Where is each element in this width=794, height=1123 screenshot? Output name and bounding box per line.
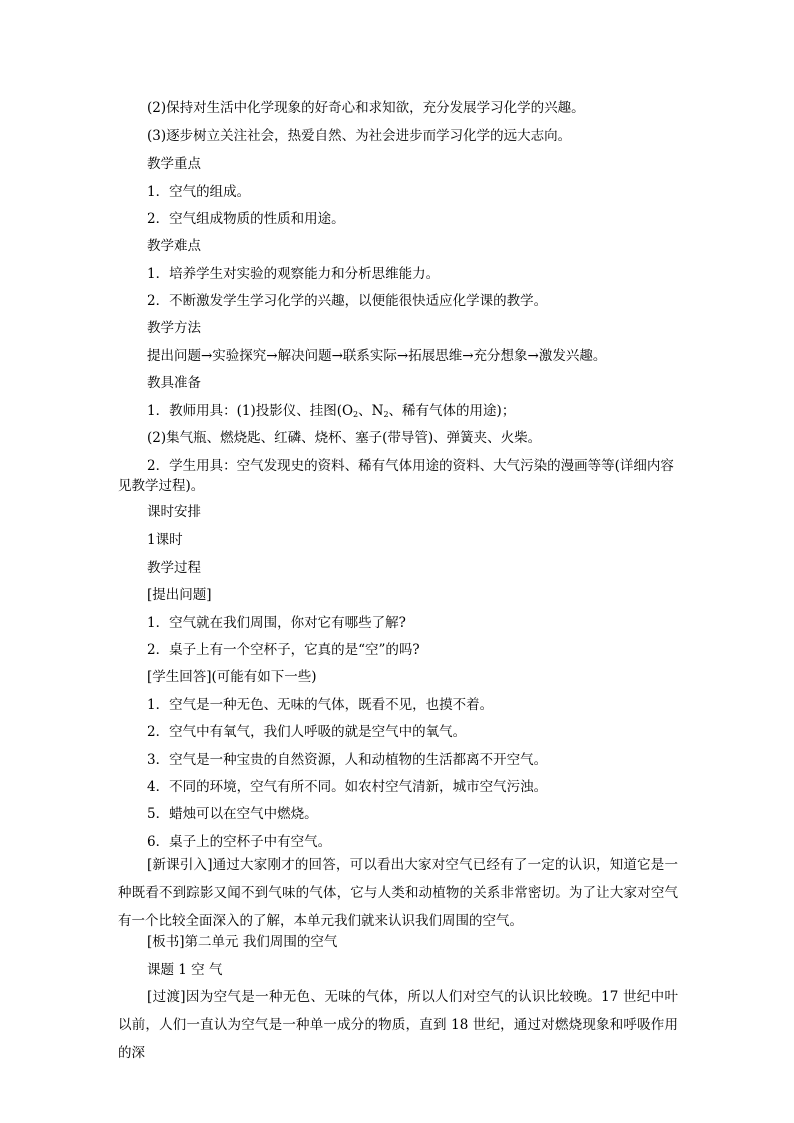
student-equipment-line-1: 2．学生用具：空气发现史的资料、稀有气体用途的资料、大气污染的漫画等等(详细内容	[147, 458, 674, 474]
equipment-heading: 教具准备	[147, 375, 201, 391]
teacher-equipment-prefix: 1．教师用具：(1)投影仪、挂图(O	[147, 403, 354, 419]
key-point-1: 1．空气的组成。	[147, 184, 251, 200]
student-equipment-line-2: 见教学过程)。	[118, 478, 205, 494]
goal-3: (3)逐步树立关注社会，热爱自然、为社会进步而学习化学的远大志向。	[147, 128, 572, 144]
schedule-value: 1课时	[147, 532, 183, 548]
key-point-2: 2．空气组成物质的性质和用途。	[147, 211, 345, 227]
answer-1: 1．空气是一种无色、无味的气体，既看不见，也摸不着。	[147, 697, 494, 713]
schedule-heading: 课时安排	[147, 504, 201, 520]
intro-paragraph: [新课引入]通过大家刚才的回答，可以看出大家对空气已经有了一定的认识，知道它是一种既看不到踪影又闻不到气味的气体，它与人类和动植物的关系非常密切。为了让大家对空气有一个比较全面深入的了解，本单元我们就来认识我们周围的空气。	[118, 857, 678, 929]
teacher-equipment-1	[147, 401, 515, 425]
raise-question-label: [提出问题]	[147, 587, 212, 603]
goal-2: (2)保持对生活中化学现象的好奇心和求知欲，充分发展学习化学的兴趣。	[147, 100, 585, 116]
o2-subscript: 2	[353, 410, 359, 419]
teacher-equipment-sep: 、N	[358, 403, 384, 419]
n2-subscript: 2	[383, 410, 389, 419]
answer-3: 3．空气是一种宝贵的自然资源，人和动植物的生活都离不开空气。	[147, 752, 548, 768]
methods-heading: 教学方法	[147, 320, 201, 336]
transition-paragraph: [过渡]因为空气是一种无色、无味的气体，所以人们对空气的认识比较晚。17 世纪中叶以前，人们一直认为空气是一种单一成分的物质，直到 18 世纪，通过对燃烧现象和呼吸作用的深	[118, 989, 678, 1061]
lesson-title: 课题 1 空 气	[147, 962, 223, 978]
board-text: [板书]第二单元 我们周围的空气	[147, 934, 338, 950]
answer-5: 5．蜡烛可以在空气中燃烧。	[147, 806, 318, 822]
answer-4: 4．不同的环境，空气有所不同。如农村空气清新，城市空气污浊。	[147, 779, 548, 795]
process-heading: 教学过程	[147, 560, 201, 576]
methods-text: 提出问题→实验探究→解决问题→联系实际→拓展思维→充分想象→激发兴趣。	[147, 348, 607, 364]
answer-6: 6．桌子上的空杯子中有空气。	[147, 834, 332, 850]
teacher-equipment-suffix: 、稀有气体的用途)；	[388, 403, 516, 419]
difficulties-heading: 教学难点	[147, 238, 201, 254]
teacher-equipment-2: (2)集气瓶、燃烧匙、红磷、烧杯、塞子(带导管)、弹簧夹、火柴。	[147, 430, 542, 446]
difficulty-2: 2．不断激发学生学习化学的兴趣，以便能很快适应化学课的教学。	[147, 293, 548, 309]
question-1: 1．空气就在我们周围，你对它有哪些了解?	[147, 615, 406, 631]
question-2: 2．桌子上有一个空杯子，它真的是“空”的吗?	[147, 642, 420, 658]
key-points-heading: 教学重点	[147, 156, 201, 172]
difficulty-1: 1．培养学生对实验的观察能力和分析思维能力。	[147, 266, 440, 282]
answer-heading: [学生回答](可能有如下一些)	[147, 669, 317, 685]
answer-2: 2．空气中有氧气，我们人呼吸的就是空气中的氧气。	[147, 724, 467, 740]
